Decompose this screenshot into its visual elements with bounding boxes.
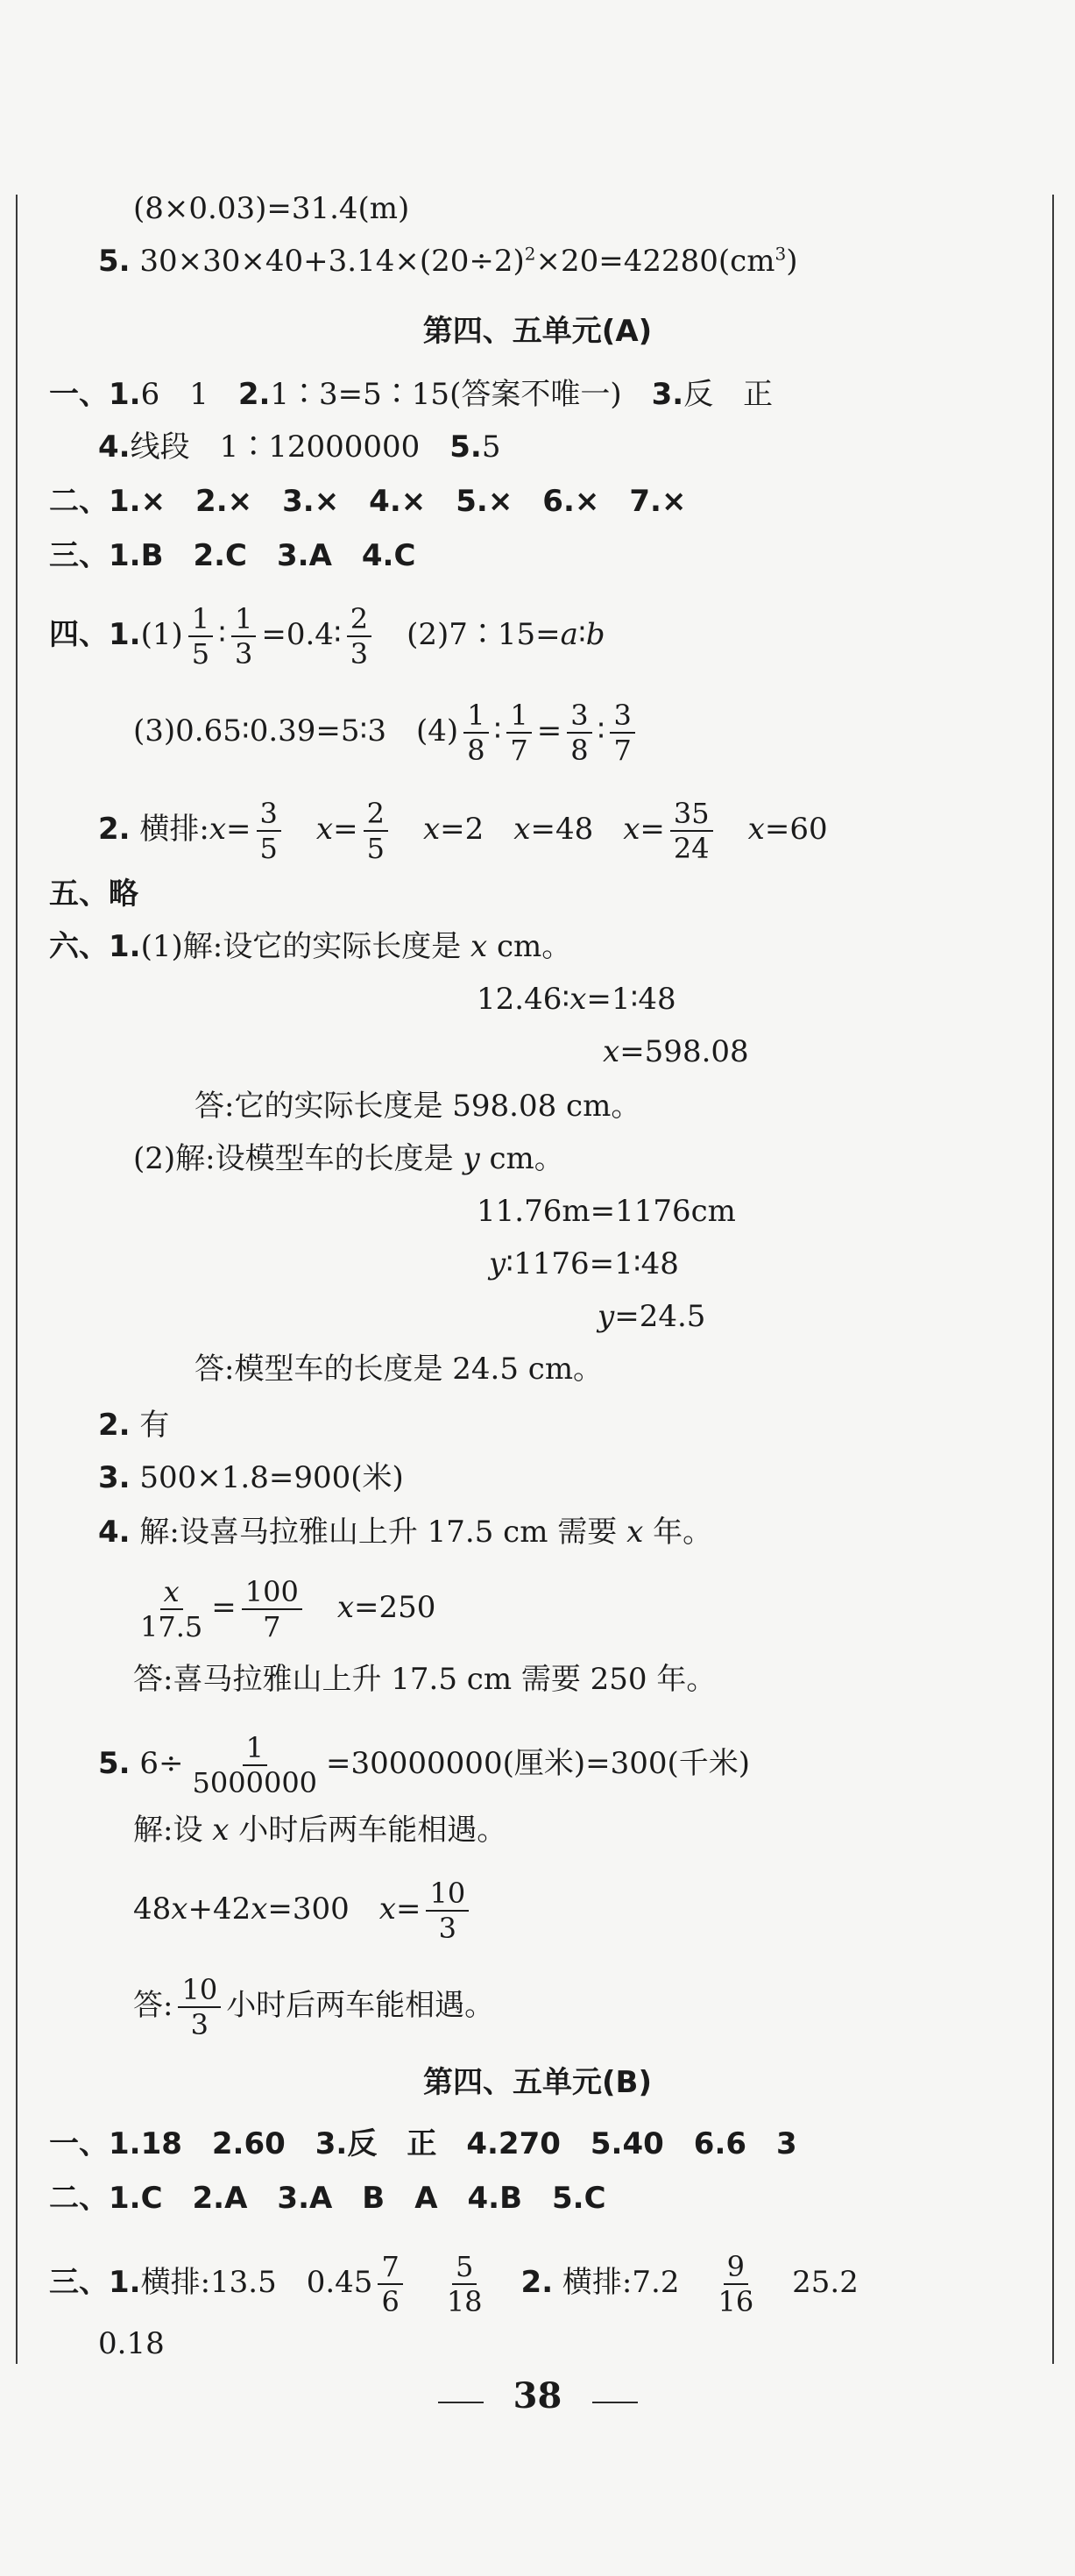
section-title: 第四、五单元(B) xyxy=(423,2065,652,2100)
fraction: $\frac{10}{3}$ xyxy=(426,1879,469,1942)
answer-line: (8×0.03)=31.4(m) xyxy=(133,191,410,226)
answer-line: 四、1.(1) $\frac{1}{5}$ ∶ $\frac{1}{3}$ =0.4∶ $\frac{2}{3}$ (2)7∶15=a∶b xyxy=(49,602,605,671)
answer-line: 三、1.B 2.C 3.A 4.C xyxy=(49,538,416,573)
answer-line: 一、1.6 1 2.1∶3=5∶15(答案不唯一) 3.反 正 xyxy=(49,377,774,412)
fraction: $\frac{1}{8}$ xyxy=(463,701,488,764)
fraction: $\frac{x}{17.5}$ xyxy=(140,1575,203,1643)
answer-line: 5. $30\times 30\times 40+3.14\times(20\div 2)^2\times 20=42280(cm^3)$ xyxy=(98,243,798,279)
answer-line: 48x+42x=300 x= $\frac{10}{3}$ xyxy=(133,1879,474,1942)
fraction: $\frac{1}{5000000}$ xyxy=(192,1731,318,1799)
answer-line: x=598.08 xyxy=(603,1034,749,1069)
fraction: $\frac{2}{3}$ xyxy=(347,605,371,668)
answer-line: $\frac{x}{17.5}$ = $\frac{100}{7}$ x=250 xyxy=(131,1578,435,1641)
answer-line: 2. 有 xyxy=(98,1408,170,1443)
answer-line: 解:设 x 小时后两车能相遇。 xyxy=(133,1813,507,1848)
fraction: $\frac{1}{3}$ xyxy=(231,605,256,668)
page-number: 38 xyxy=(513,2375,562,2416)
answer-line: 六、1.(1)解:设它的实际长度是 x cm。 xyxy=(49,929,572,964)
answer-line: 三、1.横排:13.5 0.45 $\frac{7}{6}$ $\frac{5}{18}$ 2. 横排:7.2 $\frac{9}{16}$ 25.2 xyxy=(49,2250,859,2318)
answer-line: 4.线段 1∶12000000 5.5 xyxy=(98,429,501,465)
answer-line: 二、1.× 2.× 3.× 4.× 5.× 6.× 7.× xyxy=(49,484,687,519)
fraction: $\frac{9}{16}$ xyxy=(718,2250,754,2318)
answer-line: 一、1.18 2.60 3.反 正 4.270 5.40 6.6 3 xyxy=(49,2126,797,2161)
answer-line: 答:模型车的长度是 24.5 cm。 xyxy=(194,1352,604,1387)
fraction: $\frac{10}{3}$ xyxy=(178,1976,221,2039)
left-border-line xyxy=(16,195,18,2364)
fraction: $\frac{7}{6}$ xyxy=(378,2253,402,2316)
answer-line: y=24.5 xyxy=(598,1299,706,1334)
answer-line: 五、略 xyxy=(49,876,138,912)
fraction: $\frac{5}{18}$ xyxy=(446,2250,483,2318)
answer-line: 二、1.C 2.A 3.A B A 4.B 5.C xyxy=(49,2181,606,2216)
answer-line: y∶1176=1∶48 xyxy=(489,1246,679,1281)
fraction: $\frac{35}{24}$ xyxy=(670,799,713,862)
answer-line: 4. 解:设喜马拉雅山上升 17.5 cm 需要 x 年。 xyxy=(98,1515,713,1550)
answer-line: 答:它的实际长度是 598.08 cm。 xyxy=(194,1089,641,1124)
right-border-line xyxy=(1052,195,1054,2364)
footer-dash-right xyxy=(592,2402,638,2403)
section-title: 第四、五单元(A) xyxy=(422,314,653,349)
fraction: $\frac{3}{5}$ xyxy=(257,799,281,862)
answer-line: 答: $\frac{10}{3}$ 小时后两车能相遇。 xyxy=(133,1973,495,2041)
answer-line: 0.18 xyxy=(98,2326,165,2361)
answer-line: 5. 6÷ $\frac{1}{5000000}$ =30000000(厘米)=300(千米) xyxy=(98,1731,751,1799)
fraction: $\frac{3}{8}$ xyxy=(567,701,591,764)
answer-line: 答:喜马拉雅山上升 17.5 cm 需要 250 年。 xyxy=(133,1662,717,1697)
answer-line: 2. 横排:x= $\frac{3}{5}$ x= $\frac{2}{5}$ x=2 x=48 x= $\frac{35}{24}$ x=60 xyxy=(98,797,828,865)
answer-line: (3)0.65∶0.39=5∶3 (4) $\frac{1}{8}$ ∶ $\frac{1}{7}$ = $\frac{3}{8}$ ∶ $\frac{3}{7}$ xyxy=(133,701,640,764)
fraction: $\frac{100}{7}$ xyxy=(242,1578,302,1641)
fraction: $\frac{2}{5}$ xyxy=(364,799,388,862)
answer-line: 12.46∶x=1∶48 xyxy=(477,982,676,1017)
answer-line: 3. 500×1.8=900(米) xyxy=(98,1460,404,1495)
answer-line: (2)解:设模型车的长度是 y cm。 xyxy=(133,1141,564,1176)
fraction: $\frac{1}{5}$ xyxy=(188,605,213,668)
fraction: $\frac{1}{7}$ xyxy=(506,701,531,764)
answer-line: 11.76m=1176cm xyxy=(477,1194,736,1229)
fraction: $\frac{3}{7}$ xyxy=(610,701,634,764)
